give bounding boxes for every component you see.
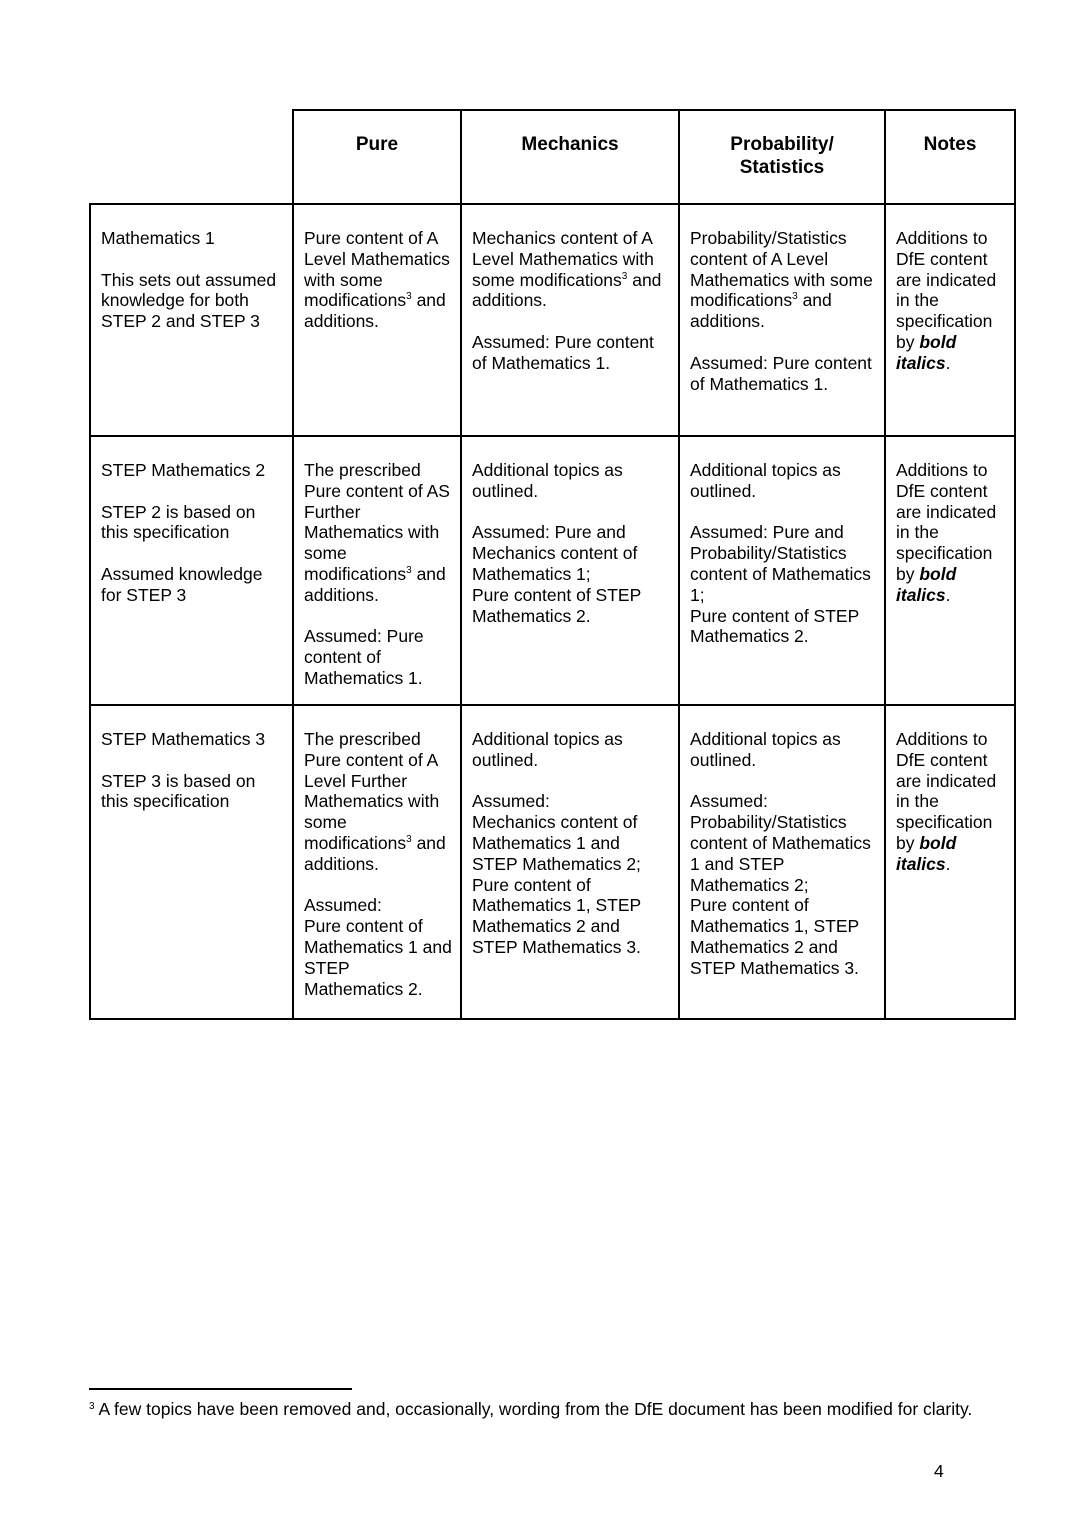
cell-mechanics	[461, 705, 679, 1019]
cell-text: Pure content of STEP Mathematics 2.	[690, 605, 859, 647]
cell-text: .	[945, 352, 951, 373]
cell-paragraph	[472, 522, 670, 626]
cell-text: and additions.	[304, 290, 446, 332]
cell-paragraph	[896, 729, 1006, 875]
cell-text: Additions to DfE content are indicated in the specification by	[896, 729, 997, 853]
row-heading	[90, 705, 293, 1019]
cell-pure	[293, 204, 461, 436]
column-header-probability-line2: Statistics	[739, 157, 825, 178]
cell-text: and additions.	[304, 563, 446, 605]
cell-text: Pure content of Mathematics 1, STEP Mathematics 2 and STEP Mathematics 3.	[690, 895, 859, 978]
cell-probability-statistics	[679, 436, 885, 705]
cell-paragraph	[896, 460, 1006, 606]
cell-notes	[885, 705, 1015, 1019]
footnote-reference: 3	[406, 564, 412, 576]
footnote-marker: 3	[89, 1401, 95, 1412]
cell-text: and additions.	[690, 290, 832, 332]
table-row-mathematics-1	[90, 204, 1015, 436]
cell-text: The prescribed Pure content of A Level Further Mathematics with some modifications	[304, 729, 440, 853]
cell-text: Pure content of A Level Mathematics with some modifications	[304, 228, 450, 311]
cell-mechanics	[461, 436, 679, 705]
bold-italics-text: bold italics	[896, 832, 957, 874]
footnote	[89, 1399, 979, 1420]
specification-table	[89, 109, 1016, 1020]
row-heading	[90, 204, 293, 436]
cell-text: Pure content of Mathematics 1, STEP Mathematics 2 and STEP Mathematics 3.	[472, 874, 641, 957]
cell-paragraph: Assumed: Pure content of Mathematics 1.	[304, 626, 424, 688]
cell-text: Pure content of Mathematics 1 and STEP Mathematics 2.	[304, 916, 452, 999]
corner-cell	[90, 110, 293, 204]
cell-text: and additions.	[304, 832, 446, 874]
header-row	[90, 110, 1015, 204]
cell-text: The prescribed Pure content of AS Further Mathematics with some modifications	[304, 460, 450, 584]
footnote-reference: 3	[621, 270, 628, 282]
cell-text: Assumed: Pure and Mechanics content of Mathematics 1;	[472, 522, 638, 584]
row-description: STEP 2 is based on this specification	[101, 501, 256, 543]
cell-mechanics	[461, 204, 679, 436]
cell-paragraph: Additional topics as outlined.	[472, 729, 623, 770]
cell-text: Additions to DfE content are indicated in the specification by	[896, 460, 997, 584]
cell-pure	[293, 436, 461, 705]
cell-paragraph: Additional topics as outlined.	[690, 729, 841, 770]
footnote-divider	[89, 1388, 352, 1390]
footnote-reference: 3	[406, 291, 412, 303]
footnote-text: A few topics have been removed and, occasionally, wording from the DfE document has been modified for clarity.	[94, 1399, 973, 1419]
page-number: 4	[934, 1461, 944, 1481]
cell-notes	[885, 204, 1015, 436]
bold-italics-text: bold italics	[896, 331, 957, 373]
cell-text: Assumed:	[690, 791, 768, 812]
cell-text: Additions to DfE content are indicated in the specification by	[896, 228, 997, 352]
column-header-probability-statistics	[679, 110, 885, 204]
column-header-pure: Pure	[293, 110, 461, 204]
column-header-notes: Notes	[885, 110, 1015, 204]
column-header-mechanics: Mechanics	[461, 110, 679, 204]
cell-text: Mechanics content of A Level Mathematics with some modifications	[472, 228, 654, 290]
cell-text: and additions.	[472, 269, 662, 311]
row-description: Assumed knowledge for STEP 3	[101, 563, 263, 605]
cell-text: Assumed:	[472, 791, 550, 812]
column-header-probability-line1: Probability/	[730, 134, 834, 155]
table-row-step-mathematics-3	[90, 705, 1015, 1019]
cell-paragraph	[304, 460, 452, 606]
cell-paragraph: Assumed: Pure content of Mathematics 1.	[472, 331, 654, 373]
cell-probability-statistics	[679, 705, 885, 1019]
cell-text: Probability/Statistics content of A Level Mathematics with some modifications	[690, 228, 873, 311]
cell-notes	[885, 436, 1015, 705]
row-title: STEP Mathematics 3	[101, 729, 266, 749]
cell-text: Assumed: Pure and Probability/Statistics content of Mathematics 1;	[690, 522, 871, 605]
footnote-reference: 3	[406, 833, 412, 845]
cell-paragraph	[690, 228, 876, 332]
cell-paragraph	[896, 228, 1006, 374]
cell-text: Assumed:	[304, 895, 382, 916]
cell-pure	[293, 705, 461, 1019]
cell-paragraph	[690, 791, 876, 978]
cell-probability-statistics	[679, 204, 885, 436]
cell-paragraph	[472, 228, 670, 311]
row-title: Mathematics 1	[101, 228, 215, 248]
cell-paragraph	[304, 895, 452, 999]
row-title: STEP Mathematics 2	[101, 460, 266, 480]
cell-text: Probability/Statistics content of Mathematics 1 and STEP Mathematics 2;	[690, 812, 871, 895]
cell-paragraph: Additional topics as outlined.	[690, 460, 841, 501]
cell-text: .	[945, 853, 951, 874]
cell-paragraph	[690, 522, 876, 647]
table-row-step-mathematics-2	[90, 436, 1015, 705]
cell-paragraph	[304, 729, 452, 875]
bold-italics-text: bold italics	[896, 563, 957, 605]
row-description: This sets out assumed knowledge for both STEP 2 and STEP 3	[101, 269, 277, 332]
row-heading	[90, 436, 293, 705]
cell-text: Pure content of STEP Mathematics 2.	[472, 584, 641, 626]
footnote-reference: 3	[792, 291, 798, 303]
cell-paragraph: Assumed: Pure content of Mathematics 1.	[690, 352, 872, 394]
cell-paragraph	[472, 791, 670, 957]
cell-paragraph	[304, 228, 452, 332]
cell-text: Mechanics content of Mathematics 1 and STEP Mathematics 2;	[472, 812, 641, 874]
cell-text: .	[945, 584, 951, 605]
cell-paragraph: Additional topics as outlined.	[472, 460, 623, 501]
row-description: STEP 3 is based on this specification	[101, 770, 256, 812]
